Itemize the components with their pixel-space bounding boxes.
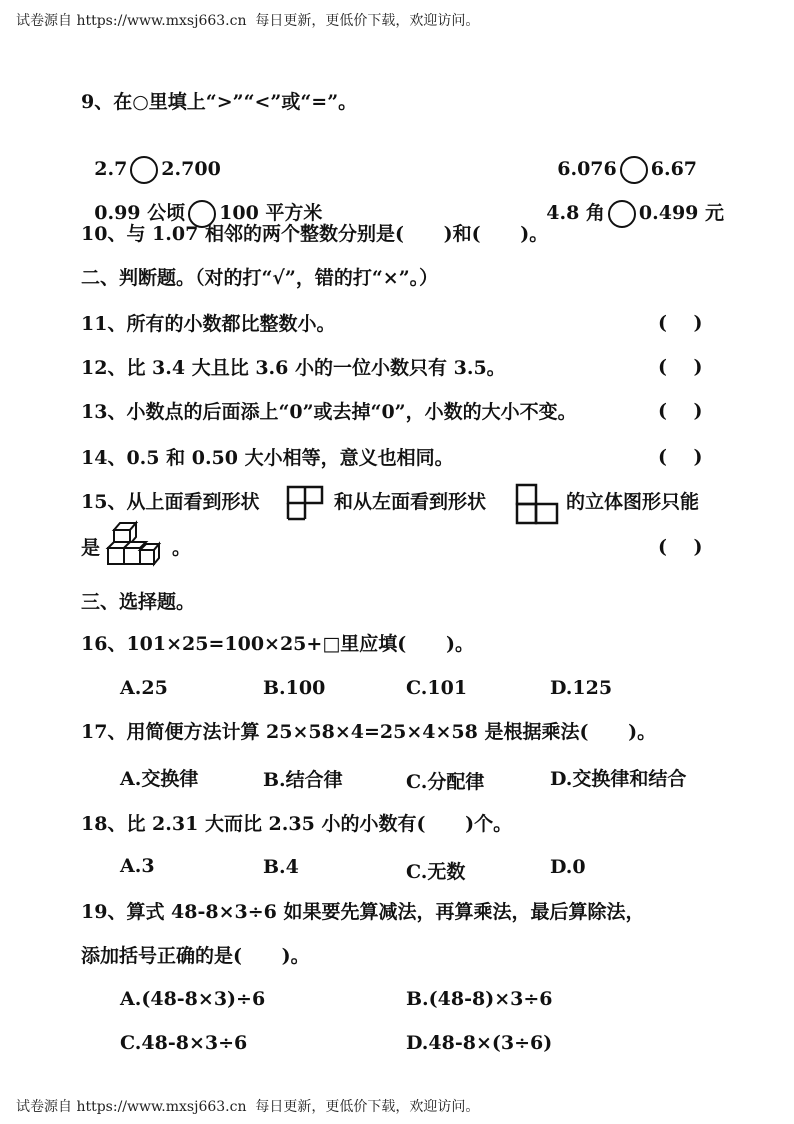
q9-c-right: 100 平方米 <box>219 202 323 224</box>
q18-option-b[interactable]: B.4 <box>263 856 299 878</box>
q18-text: 18、比 2.31 大而比 2.35 小的小数有( )个。 <box>81 813 513 835</box>
q15-part2: 和从左面看到形状 <box>334 491 487 513</box>
q15-part1: 15、从上面看到形状 <box>81 491 260 513</box>
q9-b-right: 6.67 <box>650 158 698 180</box>
q19-line2: 添加括号正确的是( )。 <box>81 945 310 967</box>
q12-answer-paren[interactable]: ( ) <box>658 356 703 378</box>
q12-text: 12、比 3.4 大且比 3.6 小的一位小数只有 3.5。 <box>81 357 506 379</box>
q11-answer-paren[interactable]: ( ) <box>658 312 703 334</box>
q17-option-a[interactable]: A.交换律 <box>120 768 199 790</box>
left-view-shape-icon <box>515 483 559 525</box>
q9-d-left: 4.8 角 <box>546 202 605 224</box>
q11-text: 11、所有的小数都比整数小。 <box>81 313 336 335</box>
q14-answer-paren[interactable]: ( ) <box>658 446 703 468</box>
section-2-title: 二、判断题。（对的打“√”，错的打“×”。） <box>81 267 439 289</box>
q17-text: 17、用简便方法计算 25×58×4=25×4×58 是根据乘法( )。 <box>81 721 657 743</box>
q9-d-right: 0.499 元 <box>638 202 725 224</box>
q19-option-a[interactable]: A.(48-8×3)÷6 <box>120 988 266 1010</box>
q16-option-a[interactable]: A.25 <box>120 677 168 699</box>
q18-option-c[interactable]: C.无数 <box>406 861 466 883</box>
q9-row-d <box>533 176 724 228</box>
q17-option-b[interactable]: B.结合律 <box>263 769 343 791</box>
q19-option-b[interactable]: B.(48-8)×3÷6 <box>406 988 553 1010</box>
q17-option-c[interactable]: C.分配律 <box>406 771 485 793</box>
q19-option-c[interactable]: C.48-8×3÷6 <box>120 1032 248 1054</box>
q13-answer-paren[interactable]: ( ) <box>658 400 703 422</box>
q10-text: 10、与 1.07 相邻的两个整数分别是( )和( )。 <box>81 223 549 245</box>
q15-part3: 的立体图形只能 <box>566 491 700 513</box>
q9-b-left: 6.076 <box>557 158 617 180</box>
compare-circle[interactable] <box>608 200 636 228</box>
q15-line2-start: 是 <box>81 537 101 559</box>
q15-answer-paren[interactable]: ( ) <box>658 536 703 558</box>
q9-c-left: 0.99 公顷 <box>94 202 186 224</box>
q9-a-right: 2.700 <box>161 158 221 180</box>
q17-option-d[interactable]: D.交换律和结合 <box>550 768 687 790</box>
page-footer: 试卷源自 https://www.mxsj663.cn 每日更新，更低价下载，欢迎访问。 <box>16 1099 480 1115</box>
q18-option-a[interactable]: A.3 <box>120 855 155 877</box>
page-header: 试卷源自 https://www.mxsj663.cn 每日更新，更低价下载，欢迎访问。 <box>16 13 480 29</box>
q9-a-left: 2.7 <box>94 158 128 180</box>
cube-stack-icon <box>104 518 160 566</box>
q16-option-d[interactable]: D.125 <box>550 677 613 699</box>
q19-option-d[interactable]: D.48-8×(3÷6) <box>406 1032 553 1054</box>
q14-text: 14、0.5 和 0.50 大小相等，意义也相同。 <box>81 447 454 469</box>
q16-option-c[interactable]: C.101 <box>406 677 468 699</box>
q13-text: 13、小数点的后面添上“0”或去掉“0”，小数的大小不变。 <box>81 401 577 423</box>
section-3-title: 三、选择题。 <box>81 591 196 613</box>
q9-row-c <box>81 176 322 228</box>
q15-line2-end: 。 <box>172 537 192 559</box>
q16-text: 16、101×25=100×25+□里应填( )。 <box>81 633 474 655</box>
q16-option-b[interactable]: B.100 <box>263 677 326 699</box>
top-view-shape-icon <box>286 485 324 523</box>
q9-title: 9、在○里填上“>”“<”或“=”。 <box>81 91 358 113</box>
q18-option-d[interactable]: D.0 <box>550 856 586 878</box>
q19-line1: 19、算式 48-8×3÷6 如果要先算减法，再算乘法，最后算除法， <box>81 901 645 923</box>
